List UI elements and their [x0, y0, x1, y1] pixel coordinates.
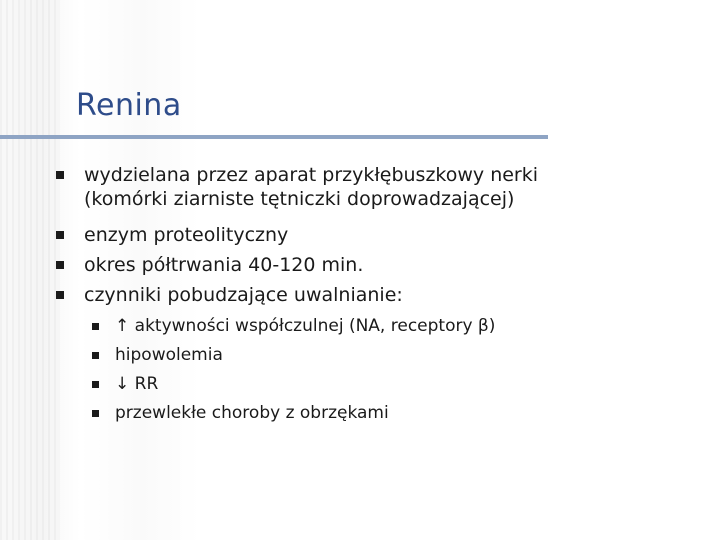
- square-bullet-icon: [92, 410, 99, 417]
- sub-bullet-item: [90, 399, 635, 428]
- bullet-text: enzym proteolityczny: [84, 224, 289, 246]
- square-bullet-icon: [56, 171, 64, 179]
- sub-bullet-item: [90, 341, 635, 370]
- square-bullet-icon: [92, 381, 99, 388]
- title-underline: [0, 135, 548, 139]
- left-decorative-band: [0, 0, 60, 540]
- sub-bullet-item: [90, 312, 635, 341]
- bullet-item: [54, 160, 684, 220]
- sub-bullet-text: hipowolemia: [115, 345, 223, 365]
- sub-bullet-list: [90, 312, 635, 428]
- bullet-text: czynniki pobudzające uwalnianie:: [84, 284, 403, 306]
- main-bullet-list: [54, 160, 684, 310]
- square-bullet-icon: [56, 231, 64, 239]
- sub-bullet-text: ↓ RR: [115, 374, 159, 394]
- sub-bullet-text: przewlekłe choroby z obrzękami: [115, 403, 389, 423]
- square-bullet-icon: [92, 352, 99, 359]
- bullet-item: [54, 280, 684, 310]
- square-bullet-icon: [56, 261, 64, 269]
- bullet-text: wydzielana przez aparat przykłębuszkowy nerki: [84, 164, 539, 186]
- square-bullet-icon: [56, 291, 64, 299]
- bullet-item: [54, 250, 684, 280]
- bullet-text: okres półtrwania 40-120 min.: [84, 254, 364, 276]
- square-bullet-icon: [92, 323, 99, 330]
- bullet-item: [54, 220, 684, 250]
- sub-bullet-text: ↑ aktywności współczulnej (NA, receptory β): [115, 316, 496, 336]
- slide-title: Renina: [76, 88, 182, 123]
- bullet-text-continued: (komórki ziarniste tętniczki doprowadzającej): [84, 188, 515, 210]
- sub-bullet-item: [90, 370, 635, 399]
